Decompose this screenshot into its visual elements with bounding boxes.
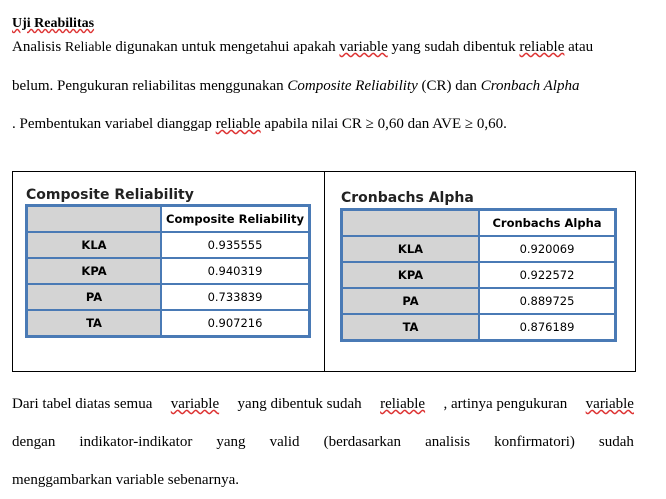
text-run: Cronbach Alpha	[480, 78, 580, 94]
intro-line-3	[12, 105, 634, 143]
spellcheck-word: variable	[585, 396, 634, 412]
text-run: yang sudah dibentuk	[387, 39, 520, 55]
row-value: 0.940319	[161, 258, 309, 284]
empty-header-cell	[342, 210, 479, 236]
word: yang	[216, 434, 246, 450]
row-label: KPA	[342, 262, 479, 288]
intro-paragraph	[12, 28, 634, 143]
word: valid	[269, 434, 300, 450]
spellcheck-word: variable	[170, 396, 220, 412]
spellcheck-word: reliable	[519, 39, 565, 55]
text-run: (CR) dan	[417, 78, 481, 94]
row-label: TA	[342, 314, 479, 340]
row-value: 0.935555	[161, 232, 309, 258]
composite-reliability-table	[25, 204, 311, 338]
text-run: Composite Reliability	[287, 78, 418, 94]
text-run: Dari tabel diatas semua	[12, 396, 153, 412]
word: dengan	[12, 434, 56, 450]
table-row	[27, 232, 309, 258]
table-row	[342, 288, 615, 314]
row-value: 0.920069	[479, 236, 615, 262]
text-run: belum. Pengukuran reliabilitas menggunakan	[12, 78, 288, 94]
cronbachs-alpha-table	[340, 208, 617, 342]
table-row	[27, 310, 309, 336]
column-header: Cronbachs Alpha	[479, 210, 615, 236]
conclusion-paragraph	[12, 385, 634, 499]
row-value: 0.876189	[479, 314, 615, 340]
cronbachs-alpha-title: Cronbachs Alpha	[341, 190, 474, 206]
row-value: 0.889725	[479, 288, 615, 314]
table-row	[27, 258, 309, 284]
table-row	[342, 314, 615, 340]
word: analisis	[425, 434, 471, 450]
spellcheck-word: reliable	[215, 116, 261, 132]
table-row	[342, 236, 615, 262]
text-run: apabila nilai CR ≥ 0,60 dan AVE ≥ 0,60.	[260, 116, 507, 132]
table-header-row	[27, 206, 309, 232]
conclusion-line-1	[12, 385, 634, 423]
row-label: KLA	[27, 232, 161, 258]
row-label: KPA	[27, 258, 161, 284]
text-run: digunakan untuk mengetahui apakah	[111, 39, 340, 55]
section-heading: Uji Reabilitas	[12, 16, 95, 31]
table-row	[342, 262, 615, 288]
row-value: 0.907216	[161, 310, 309, 336]
row-label: PA	[27, 284, 161, 310]
text-run: Analisis	[12, 39, 65, 55]
table-header-row	[342, 210, 615, 236]
row-label: PA	[342, 288, 479, 314]
intro-line-2	[12, 67, 634, 105]
row-value: 0.922572	[479, 262, 615, 288]
text-run: yang dibentuk sudah	[237, 396, 362, 412]
composite-reliability-title: Composite Reliability	[26, 187, 194, 203]
text-run: . Pembentukan variabel dianggap	[12, 116, 216, 132]
text-run: atau	[564, 39, 594, 55]
empty-header-cell	[27, 206, 161, 232]
intro-line-1	[12, 28, 634, 67]
word: sudah	[598, 434, 634, 450]
table-row	[27, 284, 309, 310]
spellcheck-word: variable	[339, 39, 388, 55]
word: indikator-indikator	[79, 434, 193, 450]
conclusion-line-3: menggambarkan variable sebenarnya.	[12, 472, 239, 488]
spellcheck-word: reliable	[380, 396, 426, 412]
text-run: , artinya pengukuran	[443, 396, 568, 412]
row-value: 0.733839	[161, 284, 309, 310]
text-run: Reliable	[64, 40, 112, 55]
word: konfirmatori)	[494, 434, 575, 450]
conclusion-line-2	[12, 423, 634, 461]
row-label: TA	[27, 310, 161, 336]
row-label: KLA	[342, 236, 479, 262]
tables-divider	[324, 171, 325, 372]
word: (berdasarkan	[323, 434, 402, 450]
column-header: Composite Reliability	[161, 206, 309, 232]
